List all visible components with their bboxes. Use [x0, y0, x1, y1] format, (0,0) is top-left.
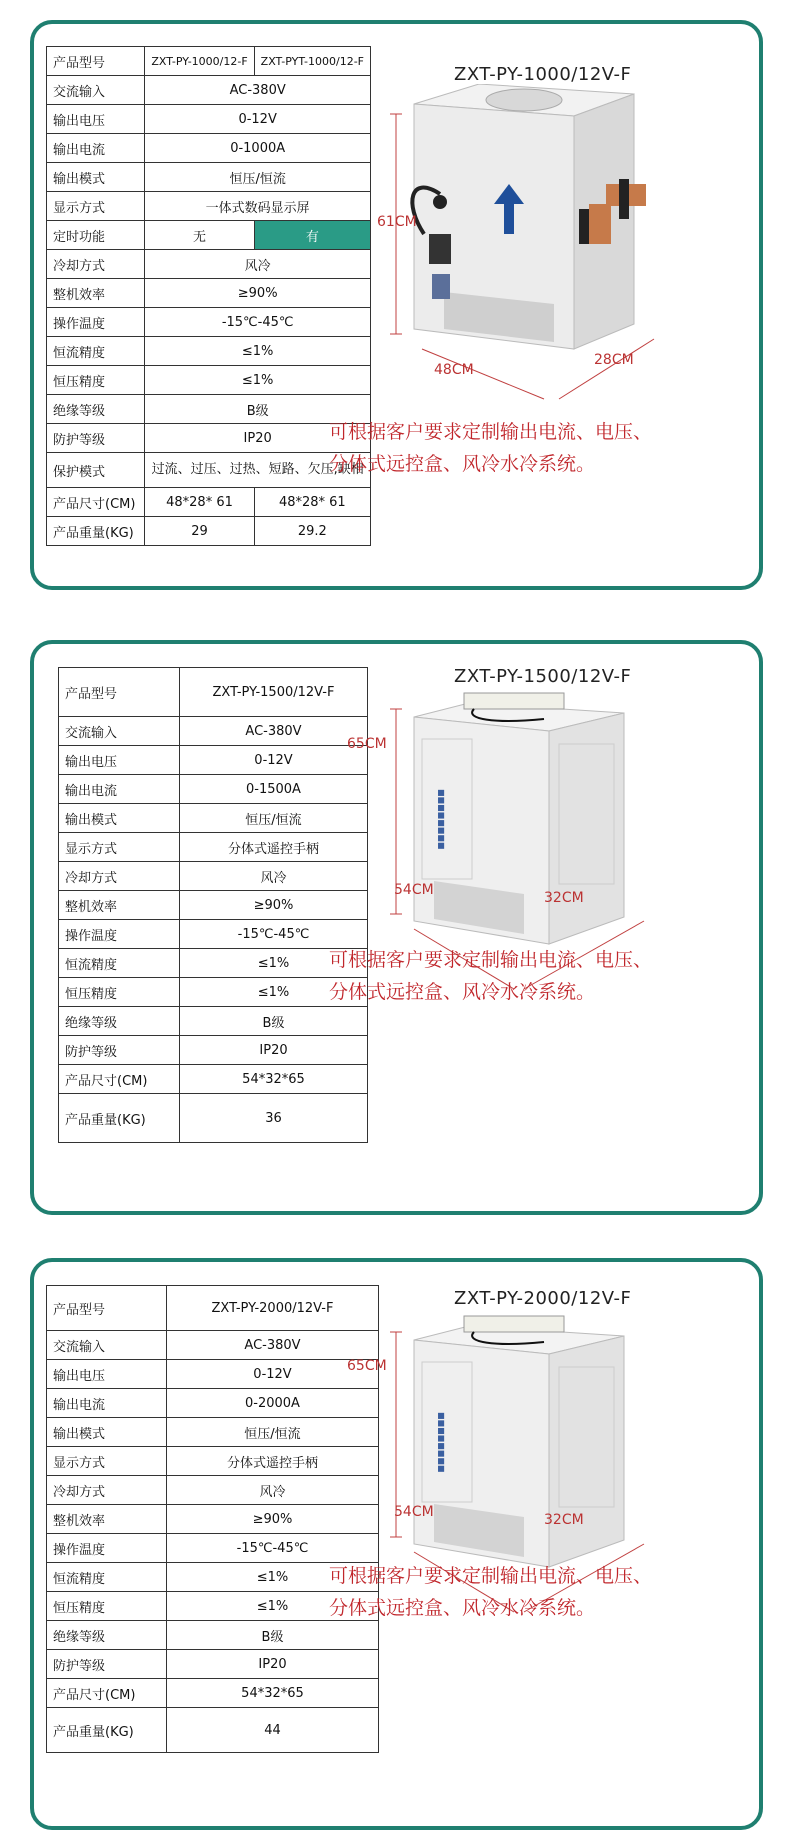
dimension-width: 48CM — [434, 362, 474, 378]
spec-label: 产品尺寸(CM) — [59, 1065, 180, 1094]
spec-label: 输出模式 — [47, 1418, 167, 1447]
spec-value: 0-2000A — [167, 1389, 379, 1418]
spec-label: 保护模式 — [47, 453, 145, 488]
spec-label: 输出电流 — [47, 1389, 167, 1418]
spec-label: 定时功能 — [47, 221, 145, 250]
spec-label: 显示方式 — [47, 1447, 167, 1476]
weight-col1: 29 — [145, 517, 254, 546]
table-row — [59, 1065, 368, 1094]
spec-value: -15℃-45℃ — [180, 920, 368, 949]
spec-label: 恒压精度 — [47, 1592, 167, 1621]
spec-label: 产品重量(KG) — [59, 1094, 180, 1143]
spec-value: 风冷 — [180, 862, 368, 891]
product-card-1000a — [30, 20, 763, 590]
spec-value: IP20 — [167, 1650, 379, 1679]
spec-label: 恒压精度 — [59, 978, 180, 1007]
spec-label: 交流输入 — [47, 1331, 167, 1360]
table-row — [59, 978, 368, 1007]
svg-text:■■■■■■■■: ■■■■■■■■ — [437, 789, 446, 850]
spec-value: 风冷 — [167, 1476, 379, 1505]
table-row — [59, 1094, 368, 1143]
spec-value: 0-1500A — [180, 775, 368, 804]
table-row — [47, 221, 371, 250]
dimension-width: 54CM — [394, 1504, 434, 1520]
table-row — [47, 279, 371, 308]
table-row — [47, 105, 371, 134]
spec-label: 操作温度 — [47, 1534, 167, 1563]
spec-value: 风冷 — [145, 250, 371, 279]
table-row — [47, 1286, 379, 1331]
table-row — [59, 920, 368, 949]
note-line: 可根据客户要求定制输出电流、电压、 — [329, 421, 653, 443]
spec-value: ≥90% — [180, 891, 368, 920]
table-row — [47, 424, 371, 453]
product-card-1500a — [30, 640, 763, 1215]
spec-label: 显示方式 — [47, 192, 145, 221]
spec-label: 冷却方式 — [47, 1476, 167, 1505]
spec-value: B级 — [145, 395, 371, 424]
spec-label: 恒流精度 — [47, 1563, 167, 1592]
dimension-height: 65CM — [347, 1358, 387, 1374]
table-row — [47, 134, 371, 163]
spec-value: 0-12V — [167, 1360, 379, 1389]
spec-label: 显示方式 — [59, 833, 180, 862]
spec-label: 整机效率 — [47, 1505, 167, 1534]
table-row — [59, 1036, 368, 1065]
size-col2: 48*28* 61 — [254, 488, 370, 517]
table-row — [59, 668, 368, 717]
spec-value: B级 — [167, 1621, 379, 1650]
spec-value: ZXT-PY-2000/12V-F — [167, 1286, 379, 1331]
spec-label: 防护等级 — [47, 1650, 167, 1679]
table-row — [47, 250, 371, 279]
spec-value: -15℃-45℃ — [167, 1534, 379, 1563]
table-row — [47, 1389, 379, 1418]
spec-label: 输出电压 — [47, 105, 145, 134]
spec-label: 整机效率 — [59, 891, 180, 920]
note-line: 分体式远控盒、风冷水冷系统。 — [329, 1597, 596, 1619]
spec-table-2000a — [46, 1285, 379, 1753]
spec-value: 恒压/恒流 — [167, 1418, 379, 1447]
spec-value: 0-12V — [180, 746, 368, 775]
table-row — [47, 308, 371, 337]
table-row — [47, 488, 371, 517]
spec-label: 输出模式 — [59, 804, 180, 833]
spec-label: 防护等级 — [47, 424, 145, 453]
table-row — [59, 717, 368, 746]
spec-label: 交流输入 — [59, 717, 180, 746]
spec-value: -15℃-45℃ — [145, 308, 371, 337]
note-line: 可根据客户要求定制输出电流、电压、 — [329, 1565, 653, 1587]
spec-value: ≤1% — [180, 949, 368, 978]
spec-value: 分体式遥控手柄 — [167, 1447, 379, 1476]
spec-value: 0-1000A — [145, 134, 371, 163]
spec-value: ≤1% — [180, 978, 368, 1007]
spec-value: ≥90% — [167, 1505, 379, 1534]
table-row — [47, 1650, 379, 1679]
spec-label: 操作温度 — [59, 920, 180, 949]
table-row — [47, 1534, 379, 1563]
model-title: ZXT-PY-2000/12V-F — [454, 1288, 632, 1309]
table-row — [59, 746, 368, 775]
spec-label: 产品型号 — [59, 668, 180, 717]
spec-label: 操作温度 — [47, 308, 145, 337]
spec-value: ZXT-PY-1500/12V-F — [180, 668, 368, 717]
dimension-height: 65CM — [347, 736, 387, 752]
spec-value: AC-380V — [180, 717, 368, 746]
spec-value: ≤1% — [167, 1592, 379, 1621]
power-supply-image — [374, 84, 754, 424]
model-col2: ZXT-PYT-1000/12-F — [254, 47, 370, 76]
table-row — [59, 1007, 368, 1036]
table-row — [47, 366, 371, 395]
spec-label: 恒流精度 — [47, 337, 145, 366]
spec-label: 冷却方式 — [47, 250, 145, 279]
spec-label: 输出电压 — [59, 746, 180, 775]
table-row — [47, 337, 371, 366]
model-col1: ZXT-PY-1000/12-F — [145, 47, 254, 76]
spec-value: 36 — [180, 1094, 368, 1143]
spec-label: 输出电压 — [47, 1360, 167, 1389]
table-row — [47, 76, 371, 105]
note-line: 分体式远控盒、风冷水冷系统。 — [329, 453, 596, 475]
table-row — [59, 775, 368, 804]
spec-value: ≤1% — [167, 1563, 379, 1592]
spec-label: 输出电流 — [47, 134, 145, 163]
table-row — [47, 1331, 379, 1360]
spec-value: 44 — [167, 1708, 379, 1753]
svg-text:■■■■■■■■: ■■■■■■■■ — [437, 1412, 446, 1473]
spec-label: 整机效率 — [47, 279, 145, 308]
table-row — [47, 192, 371, 221]
spec-value: 恒压/恒流 — [180, 804, 368, 833]
spec-label: 冷却方式 — [59, 862, 180, 891]
table-row — [59, 804, 368, 833]
spec-value: AC-380V — [145, 76, 371, 105]
spec-label: 交流输入 — [47, 76, 145, 105]
table-row — [47, 1505, 379, 1534]
model-title: ZXT-PY-1000/12V-F — [454, 64, 632, 85]
table-row — [59, 862, 368, 891]
table-row — [47, 1621, 379, 1650]
table-row — [59, 833, 368, 862]
customization-note — [329, 1560, 709, 1624]
spec-label: 输出模式 — [47, 163, 145, 192]
table-row — [47, 163, 371, 192]
spec-value: ≤1% — [145, 366, 371, 395]
spec-value: 54*32*65 — [167, 1679, 379, 1708]
spec-label: 绝缘等级 — [47, 395, 145, 424]
spec-label: 产品尺寸(CM) — [47, 1679, 167, 1708]
table-row — [47, 1476, 379, 1505]
table-row — [47, 1708, 379, 1753]
spec-value: IP20 — [180, 1036, 368, 1065]
table-row — [47, 1679, 379, 1708]
size-col1: 48*28* 61 — [145, 488, 254, 517]
spec-value: 过流、过压、过热、短路、欠压,缺相 — [145, 453, 371, 488]
spec-label: 输出电流 — [59, 775, 180, 804]
table-row — [47, 517, 371, 546]
spec-value: 0-12V — [145, 105, 371, 134]
spec-table-1000a — [46, 46, 371, 546]
spec-value: 54*32*65 — [180, 1065, 368, 1094]
spec-label: 防护等级 — [59, 1036, 180, 1065]
dimension-depth: 28CM — [594, 352, 634, 368]
spec-value: B级 — [180, 1007, 368, 1036]
model-title: ZXT-PY-1500/12V-F — [454, 666, 632, 687]
customization-note — [329, 416, 709, 480]
spec-label: 产品重量(KG) — [47, 517, 145, 546]
dimension-height: 61CM — [377, 214, 417, 230]
spec-value: IP20 — [145, 424, 371, 453]
table-row — [47, 395, 371, 424]
spec-value: 一体式数码显示屏 — [145, 192, 371, 221]
timer-col1: 无 — [145, 221, 254, 250]
table-row — [47, 1360, 379, 1389]
table-row — [59, 891, 368, 920]
note-line: 可根据客户要求定制输出电流、电压、 — [329, 949, 653, 971]
spec-label: 恒流精度 — [59, 949, 180, 978]
weight-col2: 29.2 — [254, 517, 370, 546]
customization-note — [329, 944, 709, 1008]
dimension-depth: 32CM — [544, 890, 584, 906]
timer-col2: 有 — [254, 221, 370, 250]
table-row — [47, 1447, 379, 1476]
dimension-width: 54CM — [394, 882, 434, 898]
table-row — [47, 453, 371, 488]
product-card-2000a — [30, 1258, 763, 1830]
spec-value: ≤1% — [145, 337, 371, 366]
spec-label: 产品重量(KG) — [47, 1708, 167, 1753]
spec-label: 绝缘等级 — [59, 1007, 180, 1036]
spec-label: 恒压精度 — [47, 366, 145, 395]
spec-value: ≥90% — [145, 279, 371, 308]
spec-label: 产品尺寸(CM) — [47, 488, 145, 517]
spec-label: 产品型号 — [47, 1286, 167, 1331]
spec-value: 恒压/恒流 — [145, 163, 371, 192]
spec-value: 分体式遥控手柄 — [180, 833, 368, 862]
spec-label: 绝缘等级 — [47, 1621, 167, 1650]
table-row — [47, 47, 371, 76]
table-row — [59, 949, 368, 978]
spec-table-1500a — [58, 667, 368, 1143]
spec-label: 产品型号 — [47, 47, 145, 76]
note-line: 分体式远控盒、风冷水冷系统。 — [329, 981, 596, 1003]
table-row — [47, 1418, 379, 1447]
spec-value: AC-380V — [167, 1331, 379, 1360]
dimension-depth: 32CM — [544, 1512, 584, 1528]
